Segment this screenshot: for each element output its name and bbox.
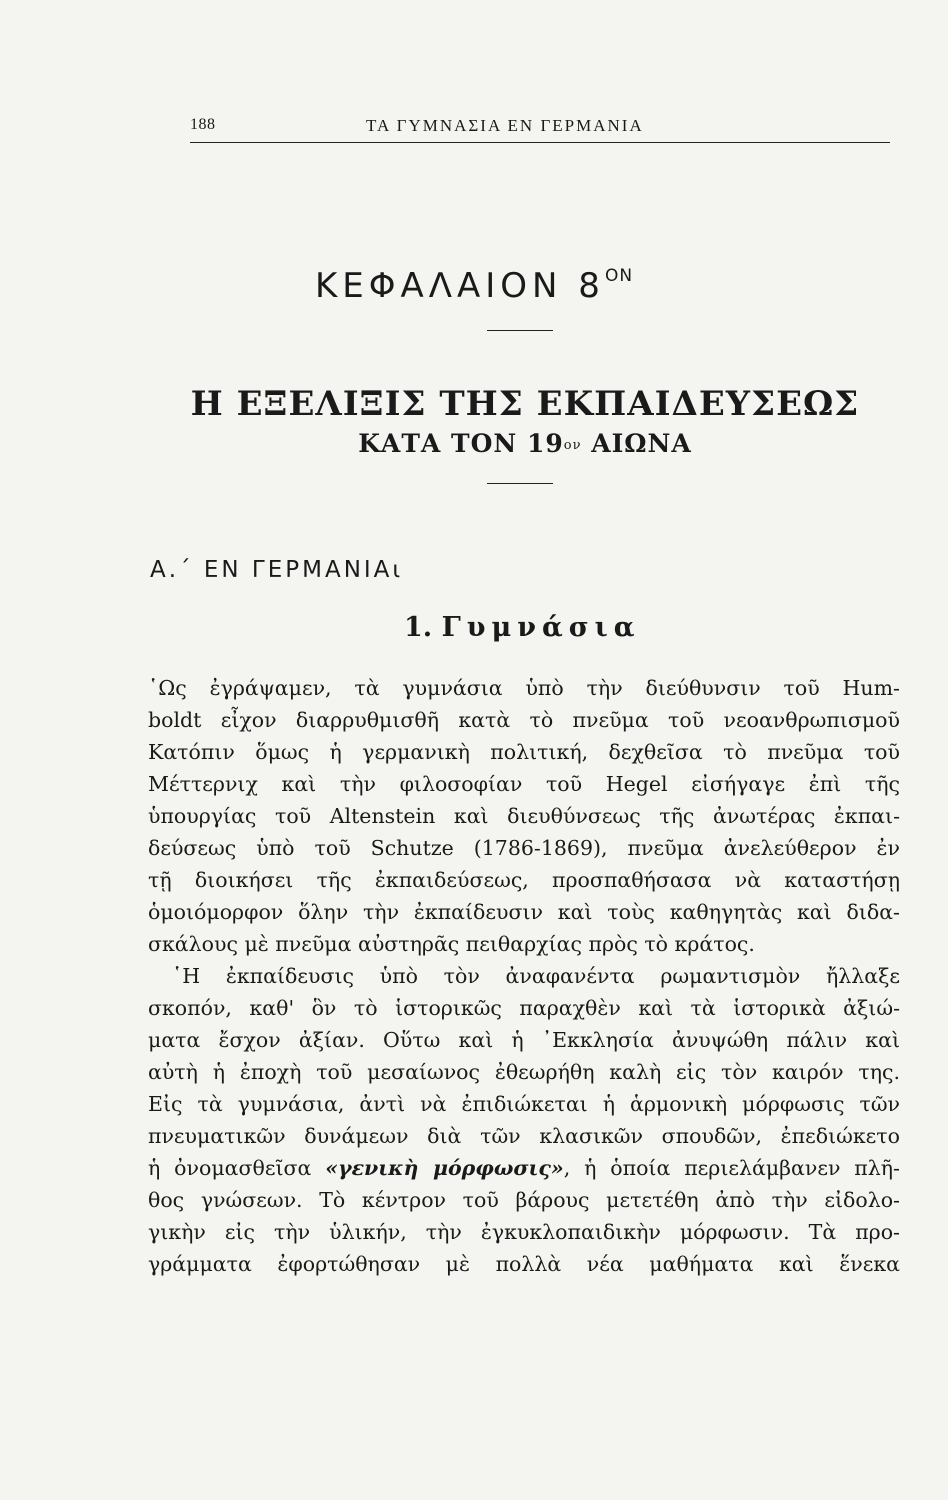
text-line: Κατόπιν ὅμως ἡ γερμανικὴ πολιτική, δεχθεῖσα τὸ πνεῦμα τοῦ: [148, 740, 900, 764]
divider-rule-top: [487, 330, 553, 331]
running-title: ΤΑ ΓΥΜΝΑΣΙΑ ΕΝ ΓΕΡΜΑΝΙΑ: [366, 116, 644, 135]
text-line: γικὴν εἰς τὴν ὑλικήν, τὴν ἐγκυκλοπαιδικὴν μόρφωσιν. Τὰ προ-: [148, 1220, 900, 1244]
chapter-title-superscript: ον: [563, 438, 582, 453]
text-line: ματα ἔσχον ἀξίαν. Οὕτω καὶ ἡ ᾿Εκκλησία ἀνυψώθη πάλιν καὶ: [148, 1028, 900, 1052]
text-line: ὁμοιόμορφον ὅλην τὴν ἐκπαίδευσιν καὶ τοὺς καθηγητὰς καὶ διδα-: [148, 900, 900, 924]
text-line: Εἰς τὰ γυμνάσια, ἀντὶ νὰ ἐπιδιώκεται ἡ ἁρμονικὴ μόρφωσις τῶν: [148, 1092, 900, 1116]
text-line: τῇ διοικήσει τῆς ἐκπαιδεύσεως, προσπαθήσασα νὰ καταστήσῃ: [148, 868, 900, 892]
chapter-title-line-2-end: ΑΙΩΝΑ: [591, 429, 692, 458]
text-line: σκοπόν, καθ' ὃν τὸ ἱστορικῶς παραχθὲν καὶ τὰ ἱστορικὰ ἀξιώ-: [148, 996, 900, 1020]
text-segment: ἡ ὀνομασθεῖσα: [148, 1156, 312, 1180]
section-heading: Α.΄ ΕΝ ΓΕΡΜΑΝΙΑι: [150, 557, 404, 583]
text-line: boldt εἶχον διαρρυθμισθῆ κατὰ τὸ πνεῦμα τοῦ νεοανθρωπισμοῦ: [148, 708, 900, 732]
chapter-label-superscript: ΟΝ: [604, 266, 634, 286]
subsection-number: 1.: [404, 612, 433, 643]
text-line: ὑπουργίας τοῦ Altenstein καὶ διευθύνσεως τῆς ἀνωτέρας ἐκπαι-: [148, 804, 900, 828]
emphasized-term: «γενικὴ μόρφωσις»: [325, 1156, 564, 1180]
text-line: αὐτὴ ἡ ἐποχὴ τοῦ μεσαίωνος ἐθεωρήθη καλὴ εἰς τὸν καιρόν της.: [148, 1060, 900, 1084]
text-line: δεύσεως ὑπὸ τοῦ Schutze (1786-1869), πνεῦμα ἀνελεύθερον ἐν: [148, 836, 900, 860]
running-header: [190, 112, 890, 143]
text-line: ῾Ως ἐγράψαμεν, τὰ γυμνάσια ὑπὸ τὴν διεύθυνσιν τοῦ Hum-: [148, 676, 900, 700]
text-line: πνευματικῶν δυνάμεων διὰ τῶν κλασικῶν σπουδῶν, ἐπεδιώκετο: [148, 1124, 900, 1148]
chapter-title-line-2-start: ΚΑΤΑ ΤΟΝ 19: [358, 429, 564, 458]
divider-rule-bottom: [487, 483, 553, 484]
chapter-title-line-1: Η ΕΞΕΛΙΞΙΣ ΤΗΣ ΕΚΠΑΙΔΕΥΣΕΩΣ: [190, 384, 860, 424]
text-line: Μέττερνιχ καὶ τὴν φιλοσοφίαν τοῦ Hegel εἰσήγαγε ἐπὶ τῆς: [148, 772, 900, 796]
text-line: θος γνώσεων. Τὸ κέντρον τοῦ βάρους μετετέθη ἀπὸ τὴν εἰδολο-: [148, 1188, 900, 1212]
subsection-heading: [404, 612, 641, 643]
text-segment: , ἡ ὁποία περιελάμβανεν πλῆ-: [563, 1156, 900, 1180]
text-line-emphasis: [148, 1152, 900, 1184]
chapter-label-text: ΚΕΦΑΛΑΙΟΝ 8: [314, 266, 605, 306]
subsection-title: Γυμνάσια: [441, 612, 641, 643]
body-text: [148, 672, 900, 1280]
chapter-label: [0, 266, 948, 306]
chapter-title-line-2: [0, 429, 948, 458]
text-line: σκάλους μὲ πνεῦμα αὐστηρᾶς πειθαρχίας πρὸς τὸ κράτος.: [148, 932, 755, 956]
text-line: ῾Η ἐκπαίδευσις ὑπὸ τὸν ἀναφανέντα ρωμαντισμὸν ἤλλαξε: [172, 964, 900, 988]
text-line: γράμματα ἐφορτώθησαν μὲ πολλὰ νέα μαθήματα καὶ ἕνεκα: [148, 1252, 900, 1276]
page-number: 188: [190, 116, 216, 133]
